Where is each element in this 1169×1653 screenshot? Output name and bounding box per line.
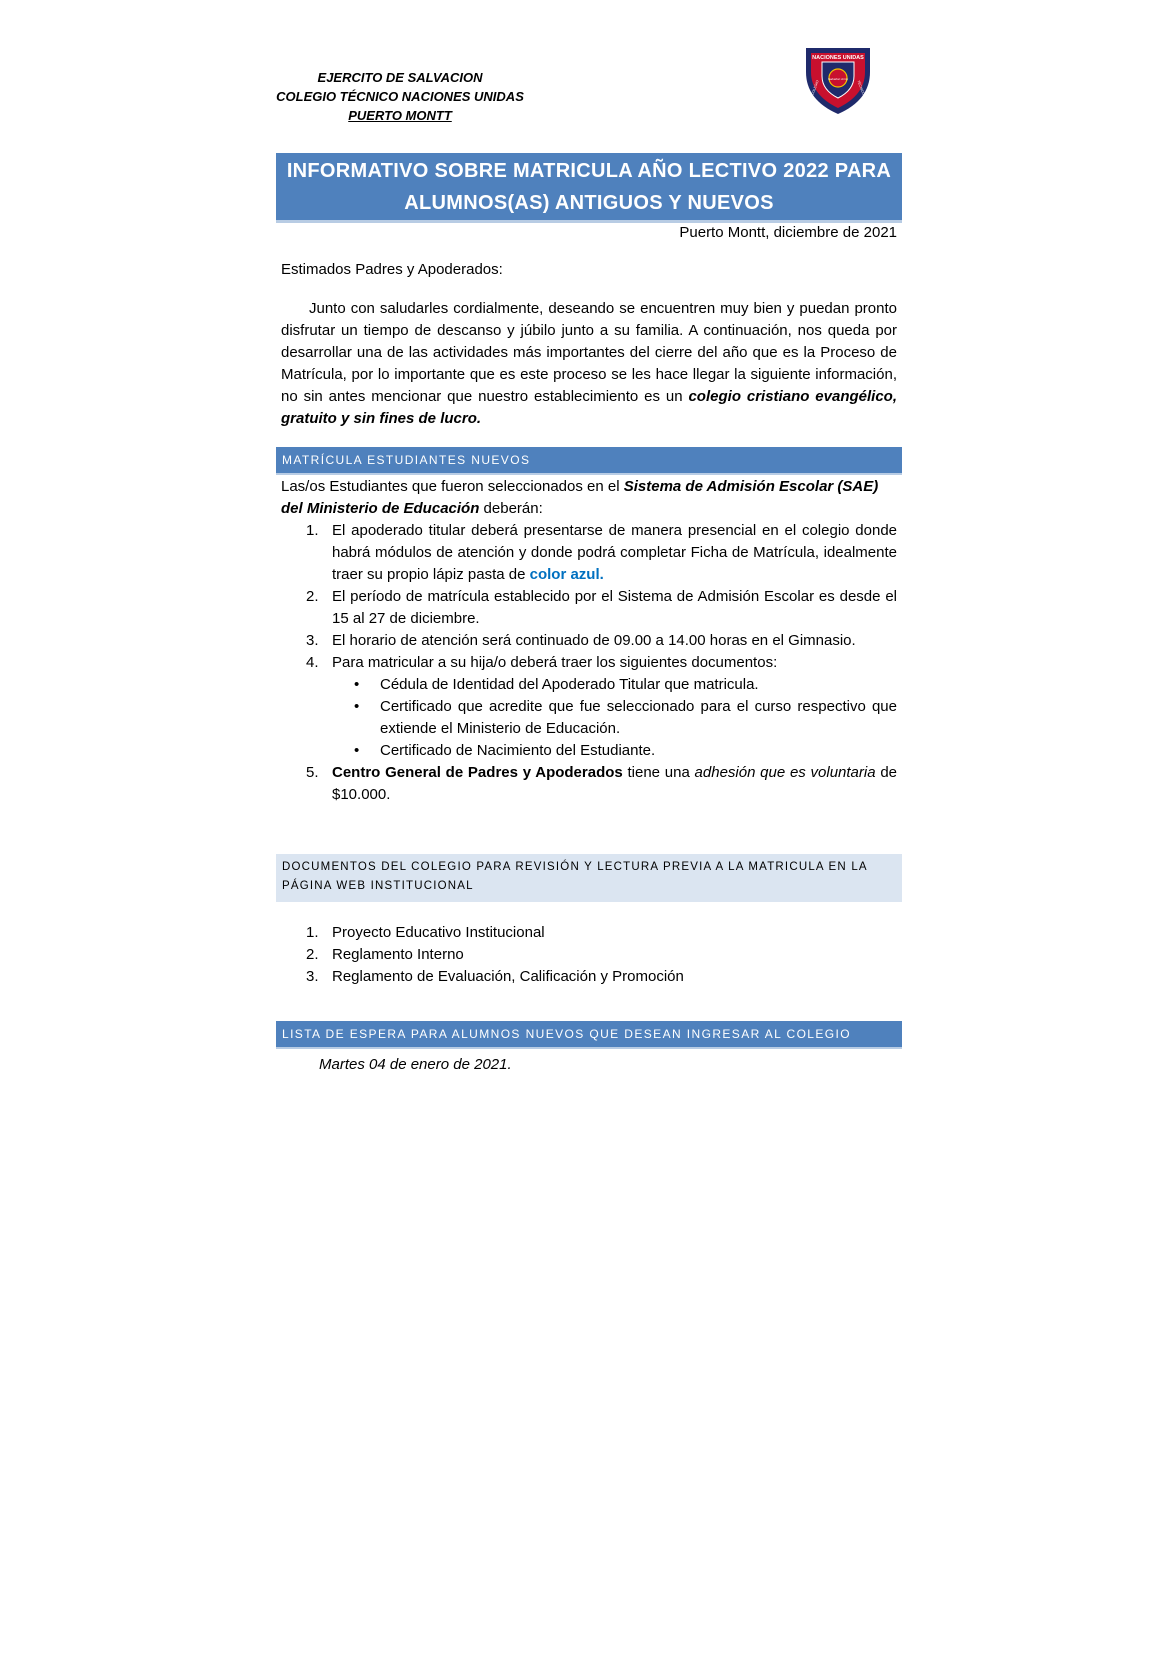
list-number: 2. [306, 588, 319, 605]
list-item [302, 922, 897, 944]
section-heading-waiting-list: LISTA DE ESPERA PARA ALUMNOS NUEVOS QUE DESEAN INGRESAR AL COLEGIO [276, 1021, 902, 1049]
list-number: 5. [306, 764, 319, 781]
list-number: 1. [306, 924, 319, 941]
list-item-text-mid: tiene una [622, 764, 695, 781]
new-students-intro-c: deberán: [479, 500, 543, 517]
voluntary-note: adhesión que es voluntaria [694, 764, 876, 781]
list-item-text: Reglamento Interno [332, 946, 464, 963]
crest-left-text: COLEGIO [810, 79, 820, 96]
title-line-2: ALUMNOS(AS) ANTIGUOS Y NUEVOS [404, 192, 774, 214]
list-item-text: El período de matrícula establecido por el Sistema de Admisión Escolar es desde el 15 al 27 de diciembre. [332, 588, 897, 627]
bullet-item [332, 740, 897, 762]
bullet-icon: • [354, 676, 360, 693]
list-item-text: El apoderado titular deberá presentarse de manera presencial en el colegio donde habrá módulos de atención y donde podrá completar Ficha de Matrícula, idealmente traer su propio lápiz pasta de [332, 522, 897, 583]
bullet-text: Certificado que acredite que fue seleccionado para el curso respectivo que extiende el Ministerio de Educación. [380, 698, 897, 737]
list-item [302, 520, 897, 586]
greeting: Estimados Padres y Apoderados: [281, 261, 503, 278]
institution-line-3: PUERTO MONTT [348, 108, 452, 123]
bullet-item [332, 674, 897, 696]
bullet-icon: • [354, 742, 360, 759]
intro-paragraph-emphasis: colegio cristiano evangélico, gratuito y sin fines de lucro. [281, 388, 897, 427]
institution-line-1: EJERCITO DE SALVACION [317, 70, 483, 85]
list-number: 3. [306, 632, 319, 649]
blue-pen-note: color azul. [529, 566, 604, 583]
list-number: 4. [306, 654, 319, 671]
institution-line-2: COLEGIO TÉCNICO NACIONES UNIDAS [276, 89, 524, 104]
crest-right-text: TÉCNICO [856, 79, 866, 96]
waiting-list-date: Martes 04 de enero de 2021. [319, 1056, 512, 1073]
list-item-text: Para matricular a su hija/o deberá traer los siguientes documentos: [332, 654, 778, 671]
list-item-text: Proyecto Educativo Institucional [332, 924, 545, 941]
crest-top-text: NACIONES UNIDAS [812, 55, 864, 61]
new-students-intro [281, 476, 897, 520]
list-item [302, 944, 897, 966]
new-students-intro-a: Las/os Estudiantes que fueron seleccionados en el [281, 478, 624, 495]
list-number: 3. [306, 968, 319, 985]
intro-paragraph [281, 298, 897, 430]
list-item-text: Reglamento de Evaluación, Calificación y Promoción [332, 968, 684, 985]
bullet-icon: • [354, 698, 360, 715]
intro-paragraph-text: Junto con saludarles cordialmente, deseando se encuentren muy bien y puedan pronto disfrutar un tiempo de descanso y júbilo junto a su familia. A continuación, nos queda por desarrollar una de las actividades más importantes del cierre del año que es la Proceso de Matrícula, por lo importante que es este proceso se les hace llegar la siguiente información, no sin antes mencionar que nuestro establecimiento es un [281, 300, 897, 405]
title-line-1: INFORMATIVO SOBRE MATRICULA AÑO LECTIVO 2022 PARA [286, 160, 892, 182]
bullet-text: Cédula de Identidad del Apoderado Titular que matricula. [380, 676, 759, 693]
list-item [302, 762, 897, 806]
school-crest-logo [800, 42, 876, 118]
documents-list [302, 922, 897, 988]
list-item-text-end: de $10.000. [332, 764, 898, 803]
new-students-intro-sae: Sistema de Admisión Escolar (SAE) del Ministerio de Educación [281, 478, 879, 517]
bullet-item [332, 696, 897, 740]
list-number: 2. [306, 946, 319, 963]
list-item [302, 630, 897, 652]
letter-date: Puerto Montt, diciembre de 2021 [679, 224, 897, 241]
document-title-banner [276, 153, 902, 223]
parents-center-name: Centro General de Padres y Apoderados [332, 764, 623, 781]
list-item-text: El horario de atención será continuado de 09.00 a 14.00 horas en el Gimnasio. [332, 632, 856, 649]
institution-header [270, 68, 530, 125]
crest-center-text: Salvation Army [827, 77, 849, 81]
list-number: 1. [306, 522, 319, 539]
section-heading-documents: DOCUMENTOS DEL COLEGIO PARA REVISIÓN Y LECTURA PREVIA A LA MATRICULA EN LA PÁGINA WEB INSTITUCIONAL [276, 854, 902, 902]
bullet-text: Certificado de Nacimiento del Estudiante. [380, 742, 656, 759]
list-item [302, 652, 897, 762]
list-item [302, 586, 897, 630]
new-students-list [302, 520, 897, 806]
list-item [302, 966, 897, 988]
section-heading-new-students: MATRÍCULA ESTUDIANTES NUEVOS [276, 447, 902, 475]
